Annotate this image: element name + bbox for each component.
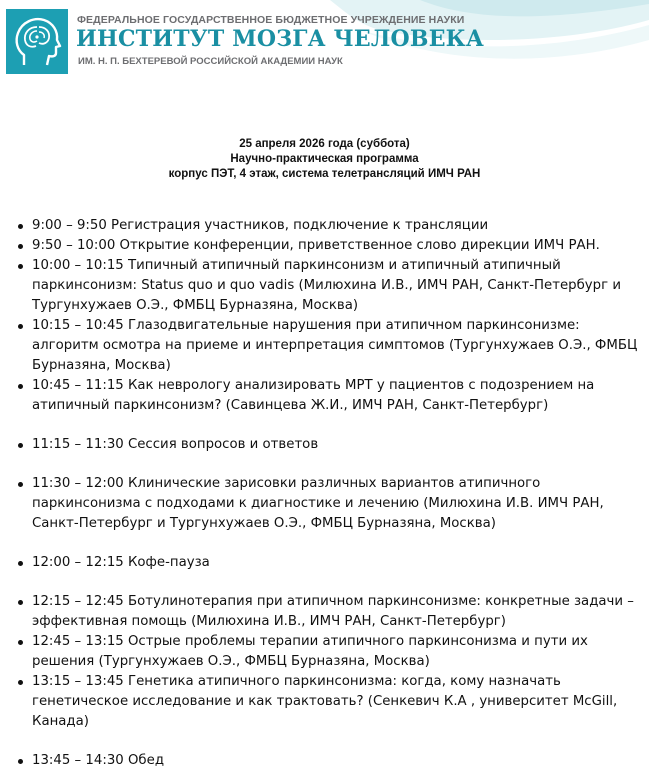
program-item — [14, 256, 639, 316]
item-line: Канада) — [32, 714, 89, 729]
program-item — [14, 316, 639, 376]
program-title: Научно-практическая программа — [230, 153, 419, 165]
letterhead — [0, 0, 649, 90]
bullet-icon — [18, 443, 23, 448]
bullet-icon — [18, 640, 23, 645]
bullet-icon — [18, 224, 23, 229]
bullet-icon — [18, 244, 23, 249]
item-line: 13:45 – 14:30 Обед — [32, 753, 165, 768]
item-line: 11:15 – 11:30 Сессия вопросов и ответов — [32, 437, 319, 452]
bullet-icon — [18, 680, 23, 685]
item-line: решения (Тургунхужаев О.Э., ФМБЦ Бурназяна, Москва) — [32, 654, 430, 669]
bullet-icon — [18, 561, 23, 566]
program-intro — [0, 137, 649, 182]
item-line: 13:15 – 13:45 Генетика атипичного паркинсонизма: когда, кому назначать — [32, 674, 561, 689]
program-item — [14, 216, 639, 236]
program-item — [14, 553, 639, 573]
program-item — [14, 376, 639, 416]
bullet-icon — [18, 384, 23, 389]
item-line: 12:45 – 13:15 Острые проблемы терапии атипичного паркинсонизма и пути их — [32, 634, 588, 649]
item-line: паркинсонизм: Status quo и quo vadis (Милюхина И.В., ИМЧ РАН, Санкт-Петербург и — [32, 278, 621, 293]
item-line: Тургунхужаев О.Э., ФМБЦ Бурназяна, Москва) — [32, 298, 359, 313]
item-line: генетическое исследование и как трактовать? (Сенкевич К.А , университет McGill, — [32, 694, 618, 709]
item-line: паркинсонизма с подходами к диагностике и лечению (Милюхина И.В. ИМЧ РАН, — [32, 496, 604, 511]
program-item — [14, 474, 639, 534]
institute-affiliation: ИМ. Н. П. БЕХТЕРЕВОЙ РОССИЙСКОЙ АКАДЕМИИ НАУК — [78, 56, 343, 67]
bullet-icon — [18, 482, 23, 487]
item-line: 10:00 – 10:15 Типичный атипичный паркинсонизм и атипичный атипичный — [32, 258, 561, 273]
institute-logo — [6, 9, 68, 74]
bullet-icon — [18, 600, 23, 605]
item-line: 12:15 – 12:45 Ботулинотерапия при атипичном паркинсонизме: конкретные задачи – — [32, 594, 634, 609]
item-line: 11:30 – 12:00 Клинические зарисовки различных вариантов атипичного — [32, 476, 541, 491]
item-line: атипичный паркинсонизм? (Савинцева Ж.И., ИМЧ РАН, Санкт-Петербург) — [32, 398, 549, 413]
program-item — [14, 751, 639, 771]
bullet-icon — [18, 759, 23, 764]
item-line: 10:15 – 10:45 Глазодвигательные нарушения при атипичном паркинсонизме: — [32, 318, 580, 333]
item-line: алгоритм осмотра на приеме и интерпретация симптомов (Тургунхужаев О.Э., ФМБЦ — [32, 338, 638, 353]
bullet-icon — [18, 324, 23, 329]
program-list — [14, 216, 639, 771]
event-date: 25 апреля 2026 года (суббота) — [239, 138, 410, 150]
brain-head-logo-icon — [12, 15, 62, 69]
item-line: Санкт-Петербург и Тургунхужаев О.Э., ФМБЦ Бурназяна, Москва) — [32, 516, 496, 531]
item-line: Бурназяна, Москва) — [32, 358, 171, 373]
item-line: эффективная помощь (Милюхина И.В., ИМЧ РАН, Санкт-Петербург) — [32, 614, 506, 629]
item-line: 10:45 – 11:15 Как неврологу анализировать МРТ у пациентов с подозрением на — [32, 378, 595, 393]
item-line: 12:00 – 12:15 Кофе-пауза — [32, 555, 210, 570]
program-item — [14, 435, 639, 455]
institute-name: ИНСТИТУТ МОЗГА ЧЕЛОВЕКА — [76, 26, 485, 52]
bullet-icon — [18, 264, 23, 269]
event-location: корпус ПЭТ, 4 этаж, система телетрансляций ИМЧ РАН — [168, 168, 481, 180]
item-line: 9:00 – 9:50 Регистрация участников, подключение к трансляции — [32, 218, 489, 233]
program-item — [14, 236, 639, 256]
program-item — [14, 672, 639, 732]
institute-type-line: ФЕДЕРАЛЬНОЕ ГОСУДАРСТВЕННОЕ БЮДЖЕТНОЕ УЧРЕЖДЕНИЕ НАУКИ — [77, 14, 465, 26]
program-item — [14, 632, 639, 672]
item-line: 9:50 – 10:00 Открытие конференции, приветственное слово дирекции ИМЧ РАН. — [32, 238, 600, 253]
program-item — [14, 592, 639, 632]
